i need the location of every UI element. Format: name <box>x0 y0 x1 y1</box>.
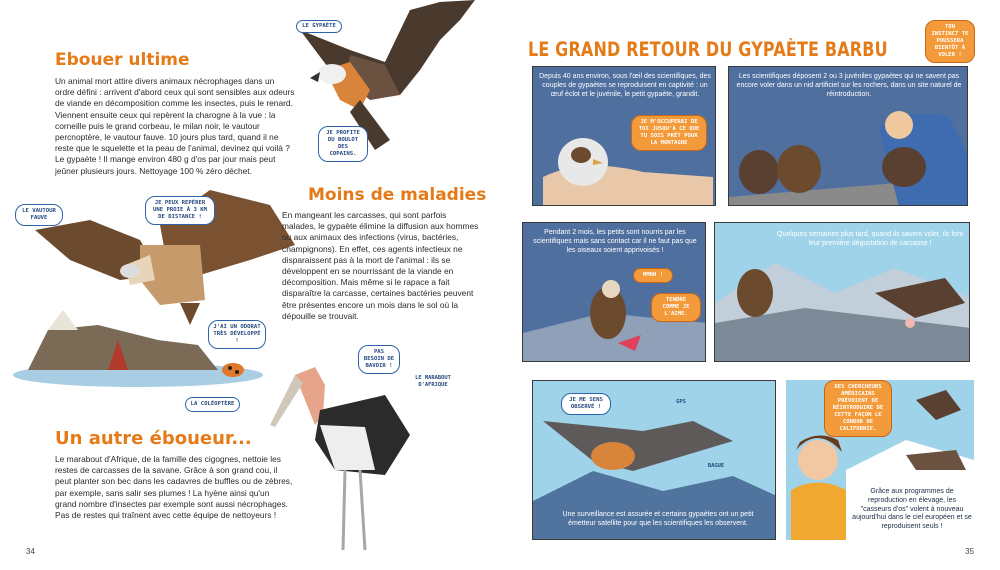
panel-1 <box>532 66 716 206</box>
panel-5-caption: Une surveillance est assurée et certains gypaètes ont un petit émetteur satellite pour que les scientifiques les observent. <box>562 511 754 527</box>
gypaete-speech-bubble: JE PROFITE DU BOULOT DES COPAINS. <box>318 126 368 162</box>
panel-5 <box>532 380 776 540</box>
section2-text: En mangeant les carcasses, qui sont parfois malades, le gypaète élimine la diffusion aux hommes ou aux animaux des infections (virus, bactéries, champignons). En effet, ces agents infectieux ne disparaissent pas à la mort de l'animal : ils se développent en se nourrissant de la viande en décomposition. Mais même si le rapace a fait disparaître la carcasse, certaines bactéries peuvent être présentes encore un mois dans le sol où la dépouille se trouvait. <box>282 210 479 321</box>
panel-3-speech-2: TENDRE COMME JE L'AIME. <box>651 293 701 322</box>
panel-6-speech: DES CHERCHEURS AMÉRICAINS PRÉVOIENT DE RÉINTRODUIRE DE CETTE FAÇON LE CONDOR DE CALIFORNIE. <box>824 380 892 437</box>
panel-6 <box>786 380 974 540</box>
panel-4-caption: Quelques semaines plus tard, quand ils savent voler, ils font leur première dégustation de carcasse ! <box>777 231 963 247</box>
panel-2-illustration <box>729 107 968 206</box>
main-title: LE GRAND RETOUR DU GYPAÈTE BARBU <box>528 38 888 61</box>
panel-3-caption: Pendant 2 mois, les petits sont nourris par les scientifiques mais sans contact car il ne faut pas que les oiseaux soient apprivoisés ! <box>533 229 697 254</box>
vautour-speech-bubble: JE PEUX REPÉRER UNE PROIE À 3 KM DE DISTANCE ! <box>145 196 215 225</box>
page-number-left: 34 <box>26 547 35 556</box>
panel-6-caption: Grâce aux programmes de reproduction en élevage, les "casseurs d'os" volent à nouveau aujourd'hui dans le ciel européen et se reproduisent seuls ! <box>852 488 972 531</box>
panel-5-label-gps: GPS <box>676 399 686 405</box>
panel-2-caption: Les scientifiques déposent 2 ou 3 juvéniles gypaètes qui ne savent pas encore voler dans un nid artificiel sur les rochers, dans un site naturel de réintroduction. <box>736 73 962 98</box>
page-number-right: 35 <box>965 547 974 556</box>
gypaete-label-text: LE GYPAÈTE <box>296 20 342 33</box>
panel-4 <box>714 222 970 362</box>
coleoptere-speech-bubble: J'AI UN ODORAT TRÈS DÉVELOPPÉ ! <box>208 320 266 349</box>
gypaete-label <box>296 20 342 33</box>
panel-3 <box>522 222 706 362</box>
panel-5-speech: JE ME SENS OBSERVÉ ! <box>561 393 611 415</box>
coleoptere-label: LA COLÉOPTÈRE <box>185 397 240 412</box>
right-page <box>500 0 1000 570</box>
section1-text: Un animal mort attire divers animaux nécrophages dans un ordre défini : arrivent d'abord ceux qui sont sensibles aux odeurs de viande en décomposition comme les insectes, puis le renard. Viennent ensuite ceux qui repèrent la charogne à la vue : la corneille puis le grand corbeau, le milan noir, le vautour percnoptère, le vautour fauve. 10 jours plus tard, quand il ne reste que le squelette et la peau de l'animal, devinez qui voilà ? Le gypaète ! Il mange environ 480 g d'os par jour mais peut jeûner plusieurs jours. Nettoyage 100 % zéro déchet. <box>55 76 295 176</box>
marabout-label: LE MARABOUT D'AFRIQUE <box>415 375 451 388</box>
panel-4-illustration <box>715 223 970 362</box>
panel-5-label-bague: BAGUE <box>707 463 725 469</box>
panel-3-speech-1: MMHH ! <box>633 268 673 283</box>
section2-title: Moins de maladies <box>308 185 487 205</box>
panel-1-speech: JE M'OCCUPERAI DE TOI JUSQU'À CE QUE TU SOIS PRÊT POUR LA MONTAGNE <box>631 115 707 151</box>
section1-title: Ebouer ultime <box>55 50 190 70</box>
marabout-speech-bubble: PAS BESOIN DE BAVOIR ! <box>358 345 400 374</box>
vautour-label: LE VAUTOUR FAUVE <box>15 204 63 226</box>
panel-2 <box>728 66 968 206</box>
section3-text: Le marabout d'Afrique, de la famille des cigognes, nettoie les restes de carcasses de la savane. Grâce à son grand cou, il peut planter son bec dans les cadavres de buffles ou de zèbres, par exemple, sans salir ses plumes ! La hyène ainsi qu'un grand nombre d'insectes par exemple sont aussi nécrophages. Pas de restes qui traînent avec cette équipe de nettoyeurs ! <box>55 454 293 521</box>
top-speech-bubble: TON INSTINCT TE POUSSERA BIENTÔT À VOLER ! <box>925 20 975 63</box>
panel-1-caption: Depuis 40 ans environ, sous l'œil des scientifiques, des couples de gypaètes se reproduisent en captivité : un œuf éclot et le juvénile, le petit gypaète, grandit. <box>539 73 711 98</box>
section3-title: Un autre éboueur... <box>55 428 252 449</box>
